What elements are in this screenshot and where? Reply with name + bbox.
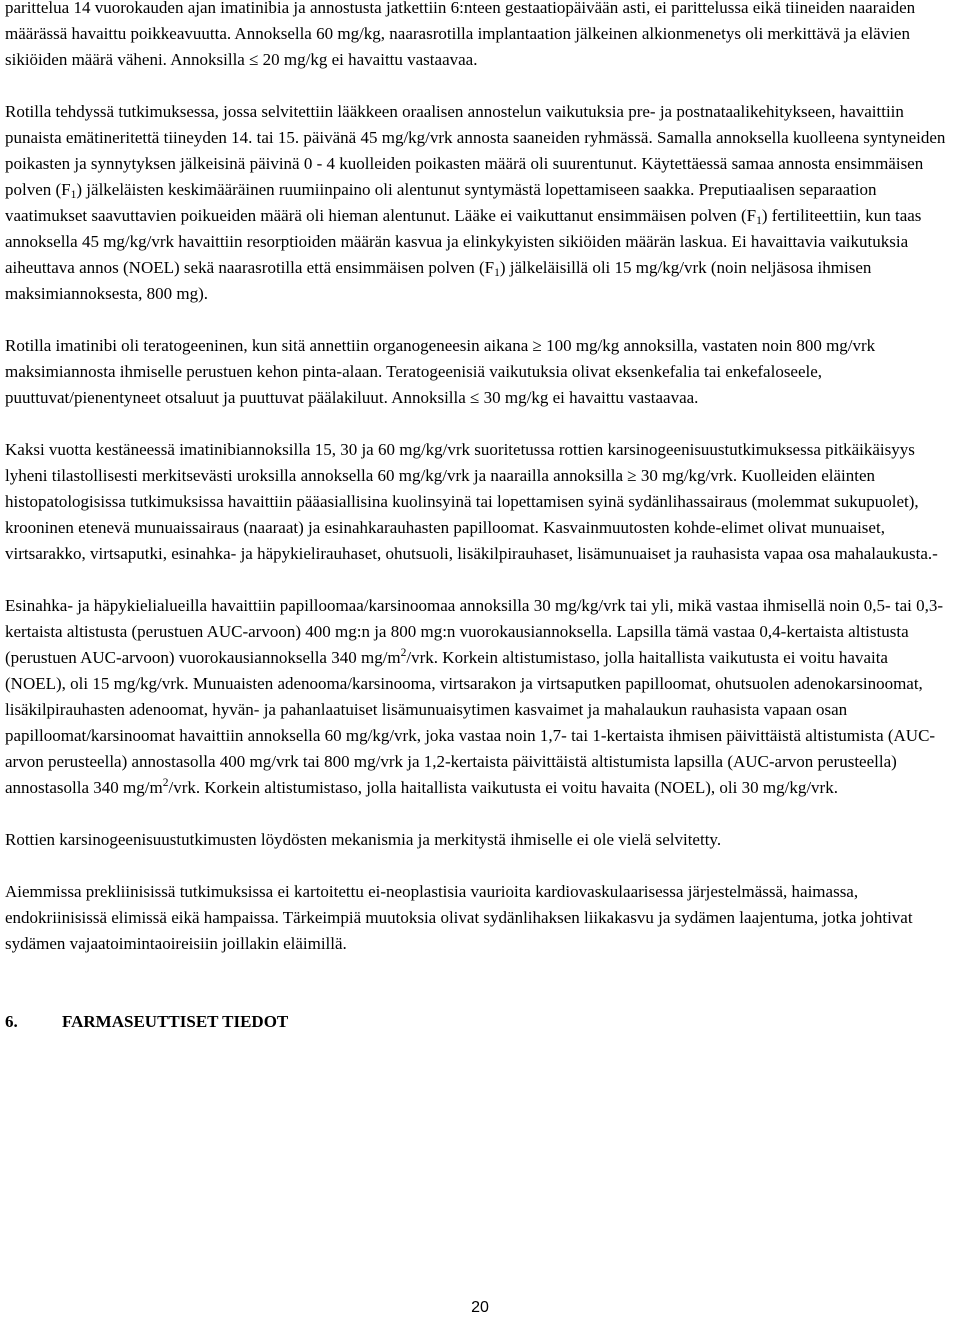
- paragraph-text: ) jälkeläisillä oli 15 mg/kg/vrk (noin neljäsosa ihmisen maksimiannoksesta, 800 mg).: [5, 258, 872, 303]
- page-number: 20: [471, 1299, 489, 1316]
- paragraph-text: Rottien karsinogeenisuustutkimusten löydösten mekanismia ja merkitystä ihmiselle ei ole vielä selvitetty.: [5, 830, 722, 849]
- section-title: FARMASEUTTISET TIEDOT: [62, 1012, 289, 1031]
- paragraph-text: Esinahka- ja häpykielialueilla havaittiin papilloomaa/karsinoomaa annoksilla 30 mg/kg/vrk tai yli, mikä vastaa ihmisellä noin 0,5- tai 0,3-kertaista altistusta (perustuen AUC-arvoon) 400 mg:n ja 800 mg:n vuorokausiannoksella. Lapsilla tämä vastaa 0,4-kertaista altistusta (perustuen AUC-arvoon) vuorokausiannoksella 340 mg/m: [5, 596, 944, 667]
- superscript-2: 2: [162, 777, 169, 789]
- paragraph-non-neoplastic-lesions: [5, 879, 953, 957]
- subscript-1: 1: [494, 267, 500, 279]
- paragraph-pre-postnatal-study: [5, 99, 953, 307]
- paragraph-text: ) fertiliteettiin, kun taas annoksella 45 mg/kg/vrk havaittiin resorptioiden määrän kasvua ja elinkykyisten sikiöiden määrän laskua. Ei havaittavia vaikutuksia aiheuttava annos (NOEL) sekä naarasrotilla että ensimmäisen polven (F: [5, 206, 922, 277]
- section-number: 6.: [5, 1012, 18, 1031]
- paragraph-text: Rotilla tehdyssä tutkimuksessa, jossa selvitettiin lääkkeen oraalisen annostelun vaikutuksia pre- ja postnataalikehitykseen, havaittiin punaista emätineritettä tiineyden 14. tai 15. päivänä 45 mg/kg/vrk annosta saaneiden ryhmässä. Samalla annoksella kuolleena syntyneiden poikasten ja synnytyksen jälkeisinä päivinä 0 - 4 kuolleiden poikasten määrä oli suurentunut. Käytettäessä samaa annosta ensimmäisen polven (F: [5, 102, 946, 199]
- document-page: [5, 0, 953, 1035]
- superscript-2: 2: [400, 647, 407, 659]
- paragraph-carcinogenicity-study: [5, 437, 953, 567]
- paragraph-text: /vrk. Korkein altistumistaso, jolla haitallista vaikutusta ei voitu havaita (NOEL), oli 30 mg/kg/vrk.: [168, 778, 838, 797]
- paragraph-text: ) jälkeläisten keskimääräinen ruumiinpaino oli alentunut syntymästä lopettamiseen saakka. Preputiaalisen separaation vaatimukset saavuttavien poikueiden määrä oli hieman alentunut. Lääke ei vaikuttanut ensimmäisen polven (F: [5, 180, 877, 225]
- subscript-1: 1: [756, 215, 762, 227]
- paragraph-text: Kaksi vuotta kestäneessä imatinibiannoksilla 15, 30 ja 60 mg/kg/vrk suoritetussa rottien karsinogeenisuustutkimuksessa pitkäikäisyys lyheni tilastollisesti merkitsevästi uroksilla annoksella 60 mg/kg/vrk ja naarailla annoksilla ≥ 30 mg/kg/vrk. Kuolleiden eläinten histopatologisissa tutkimuksissa havaittiin pääasiallisina kuolinsyinä tai lopettamisen syinä sydänlihassairaus (molemmat sukupuolet), krooninen etenevä munuaissairaus (naaraat) ja esinahkarauhasten papilloomat. Kasvainmuutosten kohde-elimet olivat munuaiset, virtsarakko, virtsaputki, esinahka- ja häpykielirauhaset, ohutsuoli, lisäkilpirauhaset, lisämunuaiset ja rauhasista vapaa osa mahalaukusta.-: [5, 440, 938, 563]
- section-heading: [5, 1009, 953, 1035]
- paragraph-mechanism-unknown: [5, 827, 953, 853]
- subscript-1: 1: [70, 189, 77, 201]
- paragraph-teratogenicity: [5, 333, 953, 411]
- paragraph-text: parittelua 14 vuorokauden ajan imatinibia ja annostusta jatkettiin 6:nteen gestaatiopäivään asti, ei parittelussa eikä tiineiden naaraiden määrässä havaittu poikkeavuutta. Annoksella 60 mg/kg, naarasrotilla implantaation jälkeinen alkionmenetys oli merkittävä ja elävien sikiöiden määrä väheni. Annoksilla ≤ 20 mg/kg ei havaittu vastaavaa.: [5, 0, 916, 69]
- paragraph-text: Aiemmissa prekliinisissä tutkimuksissa ei kartoitettu ei-neoplastisia vaurioita kardiovaskulaarisessa järjestelmässä, haimassa, endokriinisissä elimissä eikä hampaissa. Tärkeimpiä muutoksia olivat sydänlihaksen liikakasvu ja sydämen laajentuma, jotka johtivat sydämen vajaatoimintaoireisiin joillakin eläimillä.: [5, 882, 913, 953]
- paragraph-text: /vrk. Korkein altistumistaso, jolla haitallista vaikutusta ei voitu havaita (NOEL), oli 15 mg/kg/vrk. Munuaisten adenooma/karsinooma, virtsarakon ja virtsaputken papilloomat, ohutsuolen adenokarsinoomat, lisäkilpirauhasten adenoomat, hyvän- ja pahanlaatuiset lisämunuaisytimen kasvaimet ja mahalaukun rauhasista vapaan osan papilloomat/karsinoomat havaittiin annoksella 60 mg/kg/vrk, joka vastaa noin 1,7- tai 1-kertaista ihmisen päivittäistä altistumista (AUC-arvon perusteella) annostasolla 400 mg/vrk tai 800 mg/vrk ja 1,2-kertaista päivittäistä altistumista lapsilla (AUC-arvon perusteella) annostasolla 340 mg/m: [5, 648, 936, 797]
- paragraph-text: Rotilla imatinibi oli teratogeeninen, kun sitä annettiin organogeneesin aikana ≥ 100 mg/kg annoksilla, vastaten noin 800 mg/vrk maksimiannosta ihmiselle perustuen kehon pinta-alaan. Teratogeenisiä vaikutuksia olivat eksenkefalia tai enkefaloseele, puuttuvat/pienentyneet otsaluut ja puuttuvat päälakiluut. Annoksilla ≤ 30 mg/kg ei havaittu vastaavaa.: [5, 336, 876, 407]
- paragraph-papilloma-findings: [5, 593, 953, 801]
- paragraph-fertility-continued: [5, 0, 953, 73]
